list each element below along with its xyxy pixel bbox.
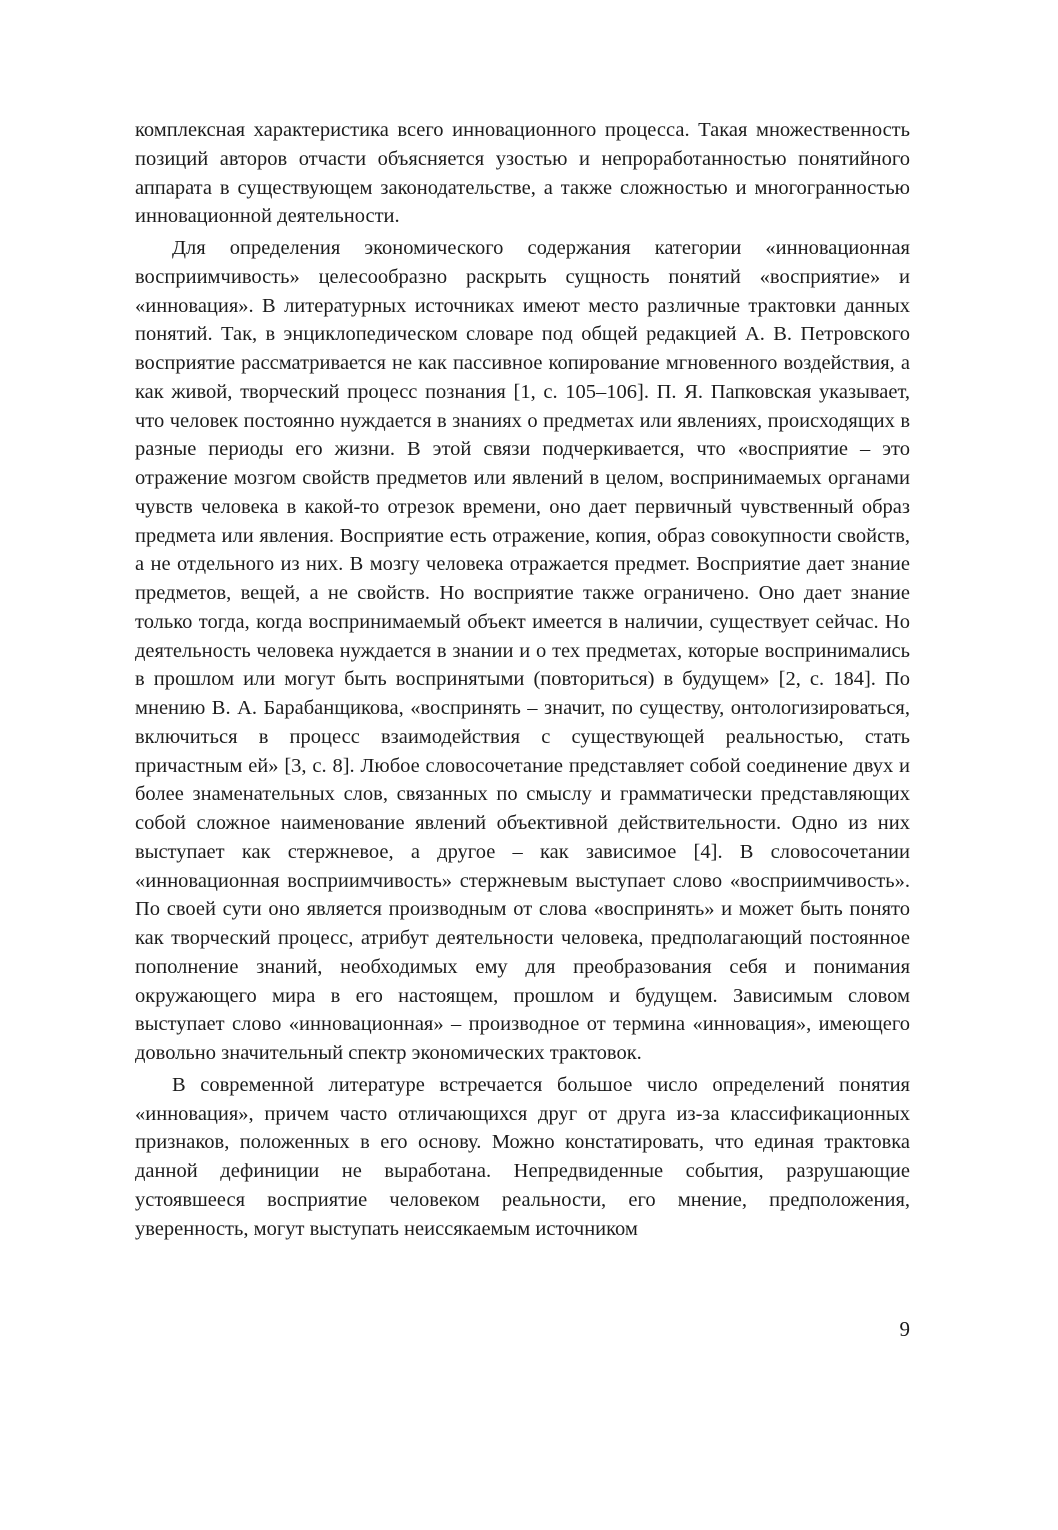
paragraph-perception-definition: Для определения экономического содержания категории «инновационная восприимчивость» целесообразно раскрыть сущность понятий «восприятие» и «инновация». В литературных источниках имеют место различные трактовки данных понятий. Так, в энциклопедическом словаре под общей редакцией А. В. Петровского восприятие рассматривается не как пассивное копирование мгновенного воздействия, а как живой, творческий процесс познания [1, с. 105–106]. П. Я. Папковская указывает, что человек постоянно нуждается в знаниях о предметах или явлениях, происходящих в разные периоды его жизни. В этой связи подчеркивается, что «восприятие – это отражение мозгом свойств предметов или явлений в целом, воспринимаемых органами чувств человека в какой-то отрезок времени, оно дает первичный чувственный образ предмета или явления. Восприятие есть отражение, копия, образ совокупности свойств, а не отдельного из них. В мозгу человека отражается предмет. Восприятие дает знание предметов, вещей, а не свойств. Но восприятие также ограничено. Оно дает знание только тогда, когда воспринимаемый объект имеется в наличии, существует сейчас. Но деятельность человека нуждается в знании и о тех предметах, которые воспринимались в прошлом или могут быть воспринятыми (повториться) в будущем» [2, с. 184]. По мнению В. А. Барабанщикова, «воспринять – значит, по существу, онтологизироваться, включиться в процесс взаимодействия с существующей реальностью, стать причастным ей» [3, с. 8]. Любое словосочетание представляет собой соединение двух и более знаменательных слов, связанных по смыслу и грамматически представляющих собой сложное наименование явлений объективной действительности. Одно из них выступает как стержневое, а другое – как зависимое [4]. В словосочетании «инновационная восприимчивость» стержневым выступает слово «восприимчивость». По своей сути оно является производным от слова «воспринять» и может быть понято как творческий процесс, атрибут деятельности человека, предполагающий постоянное пополнение знаний, необходимых ему для преобразования себя и понимания окружающего мира в его настоящем, прошлом и будущем. Зависимым словом выступает слово «инновационная» – производное от термина «инновация», имеющего довольно значительный спектр экономических трактовок. xyxy=(135,237,910,1064)
paragraph-innovation-definition: В современной литературе встречается большое число определений понятия «инновация», причем часто отличающихся друг от друга из-за классификационных признаков, положенных в его основу. Можно констатировать, что единая трактовка данной дефиниции не выработана. Непредвиденные события, разрушающие устоявшееся восприятие человеком реальности, его мнение, предположения, уверенность, могут выступать неиссякаемым источником xyxy=(135,1073,910,1240)
page-number: 9 xyxy=(899,1317,910,1341)
paragraph-continuation: комплексная характеристика всего инновационного процесса. Такая множественность позиций авторов отчасти объясняется узостью и непроработанностью понятийного аппарата в существующем законодательстве, а также сложностью и многогранностью инновационной деятельности. xyxy=(135,119,910,228)
body-text xyxy=(135,116,910,1246)
